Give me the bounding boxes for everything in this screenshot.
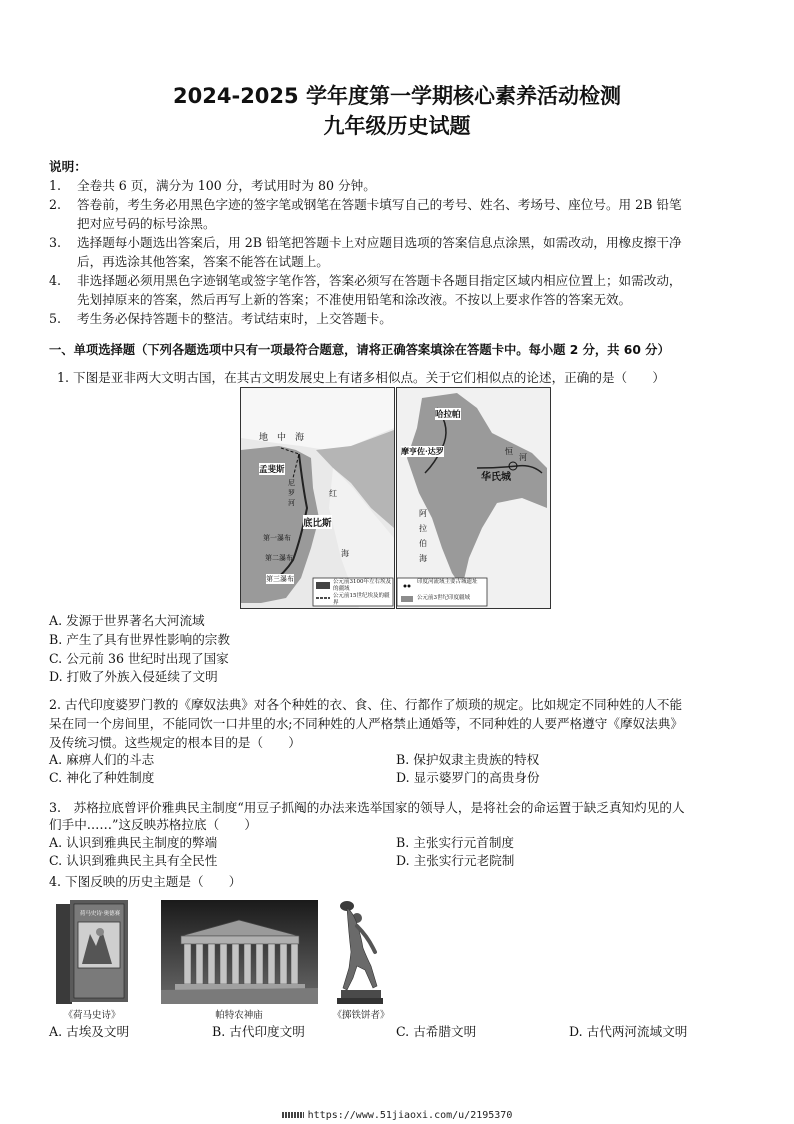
- note-number: 1.: [49, 178, 62, 193]
- map-label: 底比斯: [303, 515, 332, 529]
- option-c: C. 公元前 36 世纪时出现了国家: [49, 651, 229, 666]
- map-label: 孟斐斯: [259, 465, 285, 475]
- map-label: 河: [519, 453, 527, 462]
- map-label: 阿: [419, 509, 427, 518]
- egypt-map: [240, 387, 395, 609]
- legend-item: 公元前3100年左右埃及的疆域: [333, 579, 391, 592]
- map-label: 第二瀑布: [265, 554, 293, 562]
- image-caption: 《荷马史诗》: [63, 1010, 121, 1021]
- map-label: 河: [288, 499, 295, 507]
- homer-epic-book-image: [56, 900, 128, 1004]
- exam-subtitle: 九年级历史试题: [323, 114, 471, 138]
- question-stem: 4. 下图反映的历史主题是（ ）: [49, 874, 242, 889]
- note-number: 3.: [49, 235, 62, 250]
- note-line: 后，再选涂其他答案，答案不能答在试题上。: [77, 254, 329, 269]
- question-line: 呆在同一个房间里，不能同饮一口井里的水;不同种姓的人严格禁止通婚等，不同种姓的人要严格遵守《摩奴法典》: [49, 716, 683, 731]
- map-label: 红: [329, 489, 337, 498]
- question-line: 及传统习惯。这些规定的根本目的是（ ）: [49, 735, 301, 750]
- image-caption: 《掷铁饼者》: [332, 1010, 390, 1021]
- option-a: A. 麻痹人们的斗志: [49, 752, 155, 767]
- question-stem: 1. 下图是亚非两大文明古国，在其古文明发展史上有诸多相似点。关于它们相似点的论述，正确的是（ ）: [57, 370, 665, 385]
- exam-title: 2024-2025 学年度第一学期核心素养活动检测: [173, 84, 621, 108]
- option-b: B. 主张实行元首制度: [396, 835, 515, 850]
- image-caption: 帕特农神庙: [215, 1010, 263, 1021]
- map-label: 第三瀑布: [266, 575, 294, 583]
- question-line: 们手中……”这反映苏格拉底（ ）: [49, 817, 257, 832]
- legend-item: 印度河流域主要古城遗址: [417, 579, 478, 585]
- option-c: C. 古希腊文明: [396, 1024, 477, 1039]
- legend-item: 公元前3世纪印度疆域: [417, 595, 470, 601]
- note-number: 2.: [49, 197, 62, 212]
- option-c: C. 神化了种姓制度: [49, 770, 155, 785]
- discobolus-image: [333, 896, 385, 1006]
- option-b: B. 产生了具有世界性影响的宗教: [49, 632, 230, 647]
- parthenon-image: [161, 900, 318, 1004]
- option-b: B. 保护奴隶主贵族的特权: [396, 752, 540, 767]
- map-label: 罗: [288, 489, 295, 497]
- note-line: 非选择题必须用黑色字迹钢笔或签字笔作答，答案必须写在答题卡各题目指定区域内相应位置上；如需改动，: [77, 273, 682, 288]
- note-line: 考生务必保持答题卡的整洁。考试结束时，上交答题卡。: [77, 311, 392, 326]
- question-line: 3. 苏格拉底曾评价雅典民主制度“用豆子抓阄的办法来选举国家的领导人，是将社会的命运置于缺乏真知灼见的人: [49, 800, 685, 815]
- option-d: D. 打败了外族入侵延续了文明: [49, 669, 218, 684]
- option-d: D. 古代两河流域文明: [569, 1024, 688, 1039]
- option-d: D. 主张实行元老院制: [396, 853, 515, 868]
- watermark-logo-icon: [282, 1112, 304, 1118]
- egypt-map-graphic: [241, 388, 394, 608]
- note-line: 把对应号码的标号涂黑。: [77, 216, 216, 231]
- map-label: 尼: [288, 479, 295, 487]
- option-c: C. 认识到雅典民主具有全民性: [49, 853, 218, 868]
- india-map-graphic: [397, 388, 550, 608]
- book-title: 荷马史诗·奥德赛: [79, 911, 121, 917]
- map-label: 海: [419, 554, 427, 563]
- map-label: 拉: [419, 524, 427, 533]
- map-label: 地 中 海: [259, 433, 305, 443]
- option-b: B. 古代印度文明: [212, 1024, 305, 1039]
- option-a: A. 认识到雅典民主制度的弊端: [49, 835, 218, 850]
- note-line: 先划掉原来的答案，然后再写上新的答案；不准使用铅笔和涂改液。不按以上要求作答的答案无效。: [77, 292, 632, 307]
- note-line: 全卷共 6 页，满分为 100 分，考试用时为 80 分钟。: [77, 178, 376, 193]
- footer-url: https://www.51jiaoxi.com/u/2195370: [307, 1110, 513, 1121]
- note-line: 选择题每小题选出答案后，用 2B 铅笔把答题卡上对应题目选项的答案信息点涂黑，如需改动，用橡皮擦干净: [77, 235, 682, 250]
- map-label: 第一瀑布: [263, 534, 291, 542]
- map-label: 华氏城: [481, 472, 511, 483]
- note-number: 4.: [49, 273, 62, 288]
- option-a: A. 古埃及文明: [49, 1024, 130, 1039]
- map-label: 摩亨佐·达罗: [401, 446, 444, 456]
- map-label: 伯: [419, 539, 427, 548]
- legend-item: 公元前15世纪埃及的疆界: [333, 593, 390, 606]
- notes-heading: 说明：: [49, 159, 87, 174]
- india-map: [396, 387, 551, 609]
- map-label: 哈拉帕: [435, 410, 461, 420]
- option-d: D. 显示婆罗门的高贵身份: [396, 770, 540, 785]
- section-heading: 一、单项选择题（下列各题选项中只有一项最符合题意，请将正确答案填涂在答题卡中。每小题 2 分，共 60 分）: [49, 343, 670, 357]
- option-a: A. 发源于世界著名大河流域: [49, 613, 205, 628]
- note-line: 答卷前，考生务必用黑色字迹的签字笔或钢笔在答题卡填写自己的考号、姓名、考场号、座位号。用 2B 铅笔: [77, 197, 682, 212]
- question-line: 2. 古代印度婆罗门教的《摩奴法典》对各个种姓的衣、食、住、行都作了烦琐的规定。比如规定不同种姓的人不能: [49, 697, 683, 712]
- map-label: 恒: [505, 447, 513, 456]
- footer-watermark: [0, 1110, 794, 1121]
- map-label: 海: [341, 549, 349, 558]
- note-number: 5.: [49, 311, 62, 326]
